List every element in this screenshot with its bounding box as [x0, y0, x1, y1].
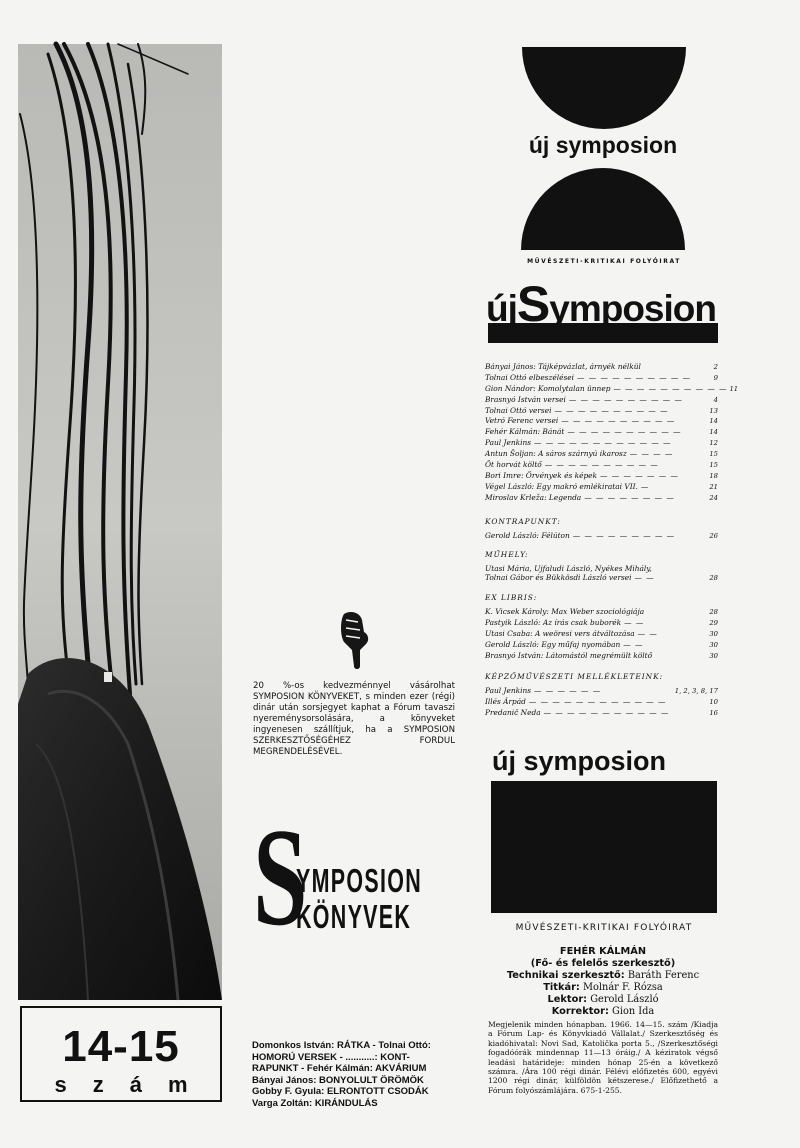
- books-line: RAPUNKT - Fehér Kálmán: AKVÁRIUM: [252, 1063, 427, 1074]
- toc-row: Gerold László: Egy műfaj nyomában — — 30: [485, 640, 718, 650]
- toc-row: [485, 651, 718, 662]
- toc-page: 15: [709, 450, 718, 459]
- announcement-text: 20 %-os kedvezménnyel vásárolhat SYMPOSION KÖNYVEKET, s minden ezer (régi) dinár után sorsjegyet kaphat a Fórum tavaszi nyereménysorsolására, a könyveket ingyenesen szállítjuk, ha a SYMPOSION SZERKESZTŐSÉGÉHEZ FORDUL MEGRENDELÉSÉVEL.: [253, 681, 455, 757]
- toc-page: 28: [709, 574, 718, 583]
- toc-row: Paul Jenkins — — — — — — 1, 2, 3, 8, 17: [485, 685, 718, 695]
- toc-page: 18: [709, 471, 718, 480]
- lector-label: Lektor:: [547, 994, 588, 1005]
- masthead-subtitle-2: MŰVÉSZETI-KRITIKAI FOLYÓIRAT: [515, 923, 693, 933]
- toc-row: Tolnai Gábor és Bükkösdi László versei — — 28: [485, 573, 718, 583]
- books-line: Gobby F. Gyula: ELRONTOTT CSODÁK: [252, 1086, 429, 1097]
- toc-title: Gerold László: Félúton: [485, 530, 570, 540]
- photo-image: [18, 44, 222, 1000]
- toc-title: Fehér Kálmán: Bánát: [485, 427, 565, 437]
- series-logo-initial: S: [253, 800, 308, 955]
- toc-row: Gerold László: Félúton — — — — — — — — — 26: [485, 530, 718, 540]
- toc-main: [485, 362, 739, 504]
- masthead-logo-3: új symposion: [492, 746, 667, 776]
- toc-page: 30: [709, 651, 718, 660]
- proof-name: Gion Ida: [612, 1006, 655, 1017]
- toc-title: Brasnyó István: Látomástól megrémült költő: [485, 650, 653, 660]
- toc-row: Paul Jenkins — — — — — — — — — — — — 12: [485, 438, 718, 448]
- half-circle-top: [522, 47, 686, 129]
- masthead-subtitle-1: MŰVÉSZETI-KRITIKAI FOLYÓIRAT: [527, 258, 681, 265]
- toc-row: Brasnyó István versei — — — — — — — — — — 4: [485, 394, 718, 404]
- toc-page: 16: [709, 708, 718, 717]
- toc-page: 10: [709, 697, 718, 706]
- toc-section-exlibris: EX LIBRIS:: [485, 593, 538, 603]
- toc-page: 11: [729, 384, 739, 393]
- toc-title: Végel László: Egy makró emlékiratai VII.: [485, 481, 638, 491]
- cover-photo: [18, 44, 222, 1000]
- black-block: [491, 781, 717, 913]
- toc-row: Utasi Csaba: A weöresi vers átváltozása — — 30: [485, 629, 718, 639]
- toc-title: Tolnai Ottó versei: [485, 405, 552, 415]
- half-circle-bottom: [521, 168, 685, 250]
- toc-page: 21: [709, 482, 718, 491]
- secretary-name: Molnár F. Rózsa: [582, 982, 663, 993]
- toc-title: Antun Šoljan: A sáros szárnyú ikarosz: [485, 449, 627, 459]
- lector-name: Gerold László: [590, 994, 659, 1005]
- table-of-contents: [485, 362, 739, 718]
- toc-page: 15: [709, 461, 718, 470]
- issue-word: szám: [54, 1072, 214, 1097]
- toc-row: Tolnai Ottó versei — — — — — — — — — — 13: [485, 405, 718, 415]
- issue-number: 14-15: [62, 1022, 180, 1071]
- credits: [488, 946, 718, 1018]
- secretary-label: Titkár:: [543, 982, 580, 993]
- toc-row: Bori Imre: Örvények és képek — — — — — — — 18: [485, 470, 718, 480]
- toc-page: 29: [709, 619, 718, 628]
- books-line: HOMORÚ VERSEK - ...........: KONT-: [252, 1051, 410, 1063]
- toc-page: 30: [709, 630, 718, 639]
- books-list: [252, 1040, 452, 1109]
- toc-row: Illés Árpád — — — — — — — — — — — — 10: [485, 696, 718, 706]
- pointing-hand-icon: [330, 610, 380, 670]
- toc-row: Tolnai Ottó elbeszélései — — — — — — — — — — 9: [485, 372, 718, 382]
- books-line: Varga Zoltán: KIRÁNDULÁS: [252, 1097, 378, 1109]
- toc-row: [485, 607, 718, 618]
- toc-title: Utasi Csaba: A weöresi vers átváltozása: [485, 629, 635, 639]
- toc-row: Miroslav Krleža: Legenda — — — — — — — — 24: [485, 492, 718, 502]
- toc-page: 13: [709, 406, 718, 415]
- toc-title: Illés Árpád: [485, 696, 526, 706]
- toc-title: Paul Jenkins: [485, 685, 532, 695]
- series-logo-line2: KÖNYVEK: [296, 898, 412, 935]
- series-logo-line1: YMPOSION: [296, 862, 423, 899]
- toc-title: Öt horvát költő: [485, 460, 542, 470]
- toc-title: Tolnai Ottó elbeszélései: [485, 372, 575, 382]
- tech-name: Baráth Ferenc: [627, 970, 700, 981]
- logo2-rest: ymposion: [549, 288, 716, 329]
- toc-row: Öt horvát költő — — — — — — — — — — 15: [485, 460, 718, 470]
- toc-row: Antun Šoljan: A sáros szárnyú ikarosz — — — — 15: [485, 449, 718, 459]
- toc-row: Gion Nándor: Komolytalan ünnep — — — — — — — — — — 11: [485, 383, 739, 393]
- issue-number-box: [20, 1006, 222, 1102]
- toc-title: Pastyik László: Az írás csak buborék: [485, 618, 622, 628]
- toc-page: 14: [709, 428, 718, 437]
- toc-page: 12: [709, 439, 718, 448]
- toc-row: Pastyik László: Az írás csak buborék — — 29: [485, 618, 718, 628]
- toc-page: 24: [709, 493, 718, 502]
- toc-title: Brasnyó István versei: [485, 394, 566, 404]
- toc-page: 9: [713, 373, 718, 382]
- editor-name: FEHÉR KÁLMÁN: [559, 946, 647, 957]
- toc-section-mellekletek: KÉPZŐMŰVÉSZETI MELLÉKLETEINK:: [485, 671, 664, 681]
- toc-title: Bányai János: Tájképvázlat, árnyék nélkül: [485, 362, 641, 371]
- toc-row: [485, 362, 718, 373]
- editor-role: (Fő- és felelős szerkesztő): [530, 958, 676, 969]
- toc-section-muhely: MŰHELY:: [485, 550, 529, 560]
- toc-page: 26: [709, 531, 718, 540]
- masthead-logo-1: új symposion: [528, 132, 678, 158]
- toc-page: 4: [713, 395, 718, 404]
- toc-page: 2: [713, 363, 718, 371]
- books-line: Bányai János: BONYOLULT ÖRÖMÖK: [252, 1074, 424, 1086]
- tech-label: Technikai szerkesztő:: [506, 970, 625, 981]
- toc-page: 30: [709, 641, 718, 650]
- toc-row: Végel László: Egy makró emlékiratai VII. — 21: [485, 481, 718, 491]
- toc-page: 28: [709, 608, 718, 617]
- toc-section-kontrapunkt: KONTRAPUNKT:: [485, 516, 561, 526]
- logo2-prefix: új: [486, 288, 517, 329]
- toc-title: Gion Nándor: Komolytalan ünnep: [485, 383, 611, 393]
- toc-page: 1, 2, 3, 8, 17: [674, 686, 718, 695]
- toc-title: Vetró Ferenc versei: [485, 416, 559, 426]
- proof-label: Korrektor:: [551, 1006, 609, 1017]
- toc-muhely-line1: Utasi Mária, Ujfaludi László, Nyékes Mihály,: [485, 564, 652, 574]
- toc-page: 14: [709, 417, 718, 426]
- toc-title: Gerold László: Egy műfaj nyomában: [485, 640, 621, 650]
- toc-title: K. Vicsek Károly: Max Weber szociológiája: [485, 607, 645, 617]
- publication-info: Megjelenik minden hónapban. 1966. 14—15. szám /Kiadja a Fórum Lap- és Könyvkiadó Vállalat./ Szerkesztőség és kiadóhivatal: Novi Sad, Katolička porta 5., /Szerkesztőségi fogadóórák mindennap 11—13 óráig./ A kéziratok végső leadási határideje: minden hónap 25-én a következő számra. /Ára 100 régi dinár. Félévi előfizetés 600, egyévi 1200 régi dinár, külföldön kétszerese./ Előfizethető a Fórum folyószámlájára. 675-1-255.: [488, 1020, 718, 1095]
- logo2-initial: S: [516, 276, 550, 332]
- toc-row: Vetró Ferenc versei — — — — — — — — — — 14: [485, 416, 718, 426]
- toc-title: Paul Jenkins: [485, 438, 532, 448]
- toc-title: Bori Imre: Örvények és képek: [485, 470, 598, 480]
- masthead-logo-2: [486, 276, 716, 332]
- books-line: Domonkos István: RÁTKA - Tolnai Ottó:: [252, 1040, 431, 1051]
- toc-title: Predanič Neda: [485, 707, 541, 717]
- toc-row: Predanič Neda — — — — — — — — — — — 16: [485, 707, 718, 717]
- toc-row: Fehér Kálmán: Bánát — — — — — — — — — — 14: [485, 427, 718, 437]
- toc-title: Tolnai Gábor és Bükkösdi László versei: [485, 573, 632, 583]
- toc-title: Miroslav Krleža: Legenda: [485, 492, 582, 502]
